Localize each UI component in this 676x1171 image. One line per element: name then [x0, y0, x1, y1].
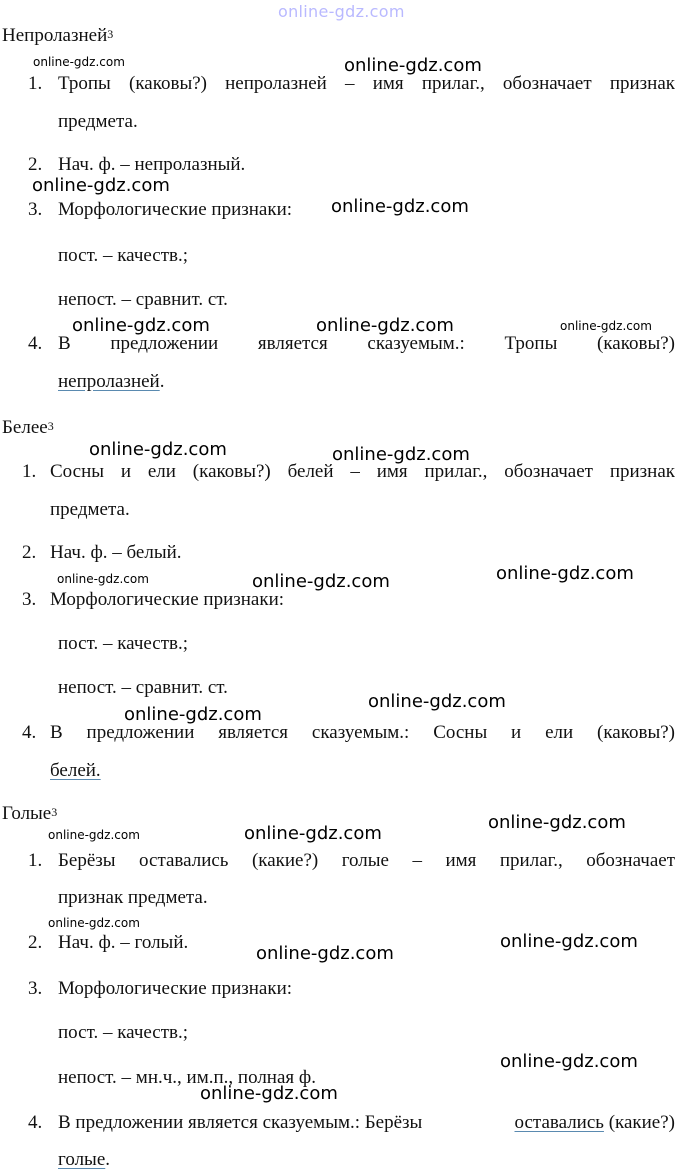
item-1-line-1: Берёзы оставались (какие?) голые – имя прилаг., обозначает: [58, 850, 675, 871]
watermark: online-gdz.com: [124, 704, 262, 725]
item-3-sub-1: пост. – качеств.;: [58, 1022, 189, 1043]
item-number: 1.: [28, 73, 43, 94]
item-1-line-2: предмета.: [58, 111, 138, 132]
item-number: 3.: [28, 199, 43, 220]
watermark: online-gdz.com: [72, 315, 210, 336]
item-number: 3.: [22, 589, 37, 610]
item-number: 1.: [28, 850, 43, 871]
watermark: online-gdz.com: [252, 571, 390, 592]
watermark: online-gdz.com: [244, 823, 382, 844]
item-1-line-1: Сосны и ели (каковы?) белей – имя прилаг., обозначает признак: [50, 461, 675, 482]
watermark: online-gdz.com: [500, 931, 638, 952]
item-3-text: Морфологические признаки:: [58, 978, 293, 999]
item-4-line-2: [50, 760, 101, 782]
item-1-line-1: Тропы (каковы?) непролазней – имя прилаг., обозначает признак: [58, 73, 675, 94]
item-number: 4.: [28, 333, 43, 354]
highlighted-word: белей.: [50, 760, 101, 781]
watermark: online-gdz.com: [57, 572, 149, 586]
item-3-text: Морфологические признаки:: [58, 199, 293, 220]
item-3-sub-1: пост. – качеств.;: [58, 245, 189, 266]
highlighted-word: голые: [58, 1149, 106, 1170]
watermark: online-gdz.com: [560, 319, 652, 333]
item-2-text: Нач. ф. – непролазный.: [58, 154, 246, 175]
item-number: 3.: [28, 978, 43, 999]
item-number: 1.: [22, 461, 37, 482]
item-4-line-1: В предложении является сказуемым.: Тропы (каковы?): [58, 333, 675, 354]
item-3-sub-2: непост. – сравнит. ст.: [58, 289, 228, 310]
watermark: online-gdz.com: [48, 828, 140, 842]
watermark: online-gdz.com: [316, 315, 454, 336]
item-3-sub-2: непост. – сравнит. ст.: [58, 677, 228, 698]
watermark: online-gdz.com: [89, 439, 227, 460]
item-3-sub-2: непост. – мн.ч., им.п., полная ф.: [58, 1067, 316, 1088]
section-heading: Непролазней$^3$: [2, 25, 114, 46]
watermark: online-gdz.com: [48, 916, 140, 930]
watermark: online-gdz.com: [344, 55, 482, 76]
watermark: online-gdz.com: [496, 563, 634, 584]
watermark: online-gdz.com: [488, 812, 626, 833]
item-4-line-2: голые.: [58, 1149, 110, 1170]
watermark: online-gdz.com: [500, 1051, 638, 1072]
highlighted-word: оставались: [514, 1112, 604, 1133]
item-number: 4.: [22, 722, 37, 743]
watermark: online-gdz.com: [256, 943, 394, 964]
item-number: 2.: [22, 542, 37, 563]
watermark: online-gdz.com: [332, 444, 470, 465]
item-4-line-1: В предложении является сказуемым.: Сосны и ели (каковы?): [50, 722, 675, 743]
item-number: 4.: [28, 1112, 43, 1133]
item-2-text: Нач. ф. – голый.: [58, 932, 189, 953]
item-4-line-1: В предложении является сказуемым.: Берёзы оставались (какие?): [58, 1112, 675, 1133]
item-3-text: Морфологические признаки:: [50, 589, 285, 610]
highlighted-word: непролазней: [58, 371, 160, 392]
item-number: 2.: [28, 154, 43, 175]
item-number: 2.: [28, 932, 43, 953]
site-watermark-header: online-gdz.com: [278, 2, 405, 21]
watermark: online-gdz.com: [368, 691, 506, 712]
watermark: online-gdz.com: [200, 1083, 338, 1104]
section-heading: Белее$^3$: [2, 417, 54, 438]
item-1-line-2: признак предмета.: [58, 887, 208, 908]
item-2-text: Нач. ф. – белый.: [50, 542, 182, 563]
watermark: online-gdz.com: [32, 175, 170, 196]
section-heading: Голые$^3$: [2, 803, 58, 824]
watermark: online-gdz.com: [331, 196, 469, 217]
item-1-line-2: предмета.: [50, 499, 130, 520]
item-3-sub-1: пост. – качеств.;: [58, 633, 189, 654]
item-4-line-2: непролазней.: [58, 371, 165, 392]
watermark: online-gdz.com: [33, 55, 125, 69]
